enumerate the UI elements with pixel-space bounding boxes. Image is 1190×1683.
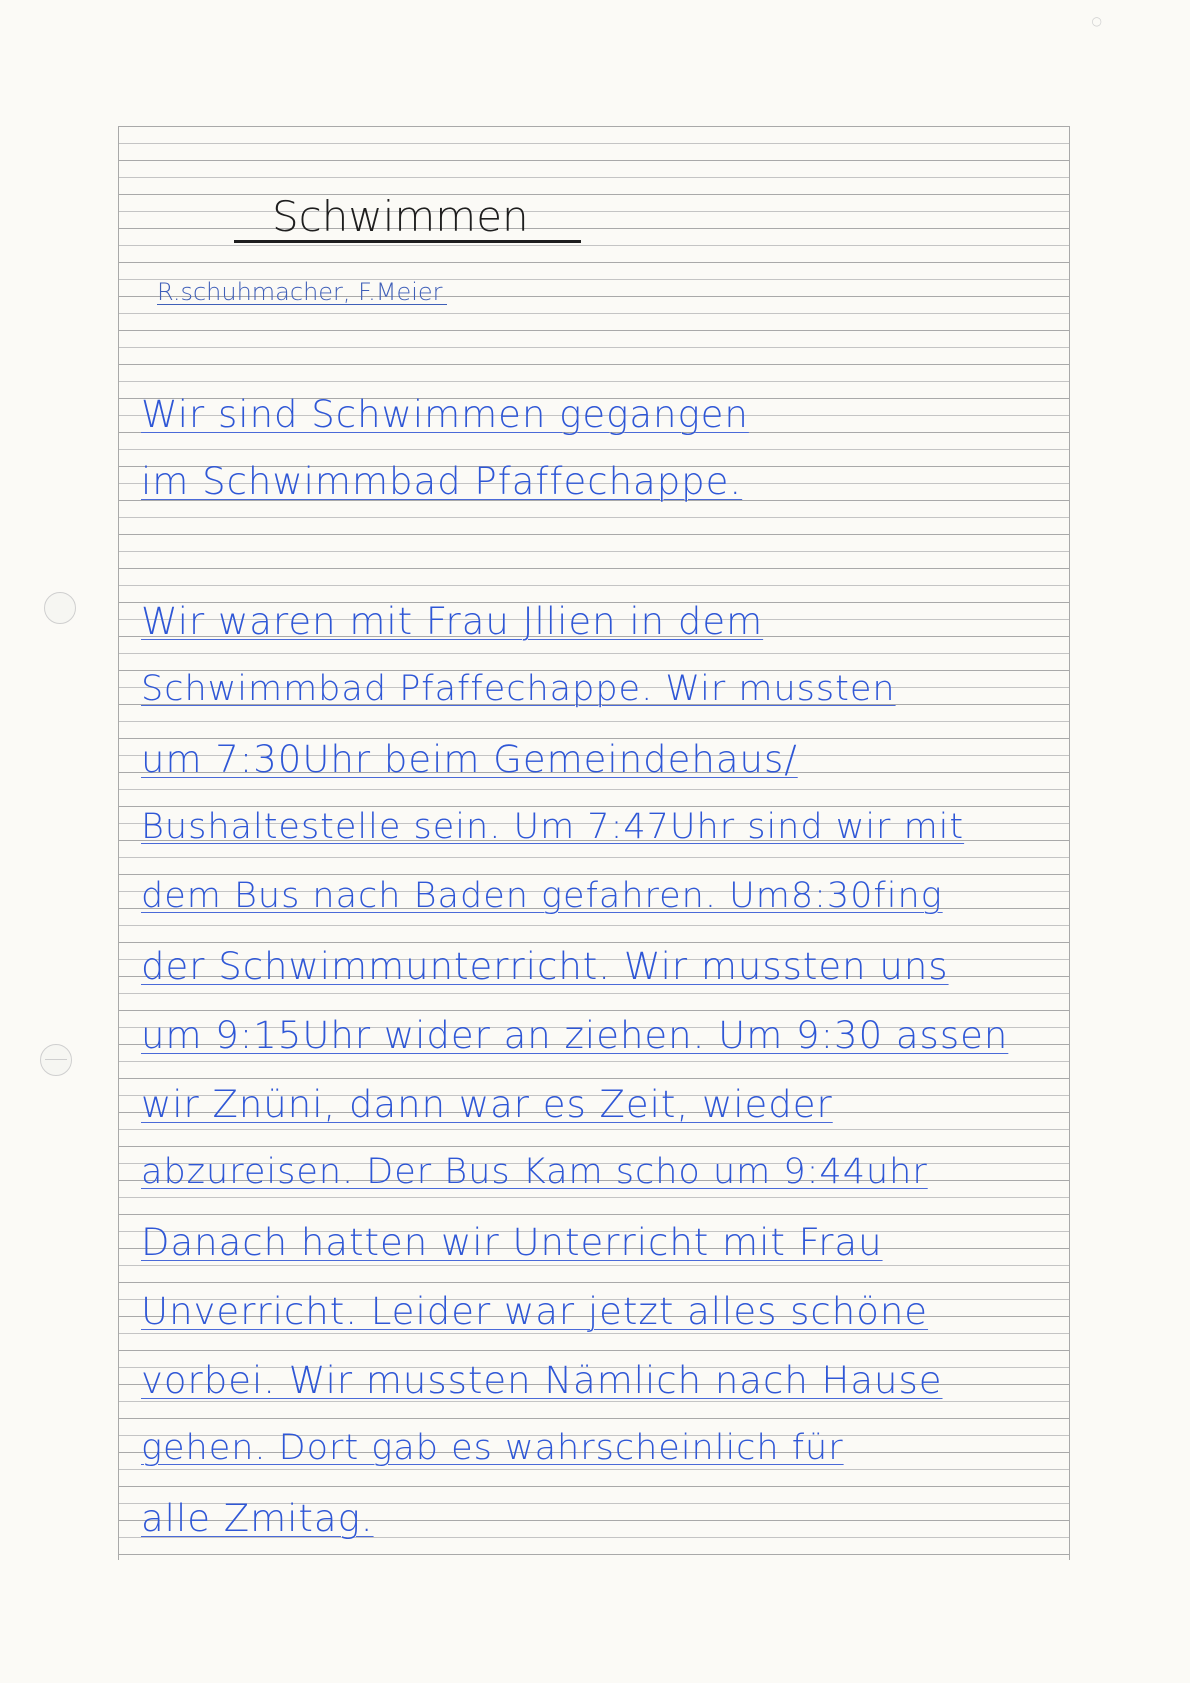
text-line: dem Bus nach Baden gefahren. Um8:30fing (141, 876, 943, 916)
text-line: Unverricht. Leider war jetzt alles schöne (141, 1290, 929, 1333)
text-line: gehen. Dort gab es wahrscheinlich für (141, 1428, 844, 1468)
text-line: Bushaltestelle sein. Um 7:47Uhr sind wir mit (141, 807, 965, 847)
text-line: Schwimmbad Pfaffechappe. Wir mussten (141, 669, 896, 709)
text-line: Wir sind Schwimmen gegangen (141, 393, 749, 436)
author-line: R.schuhmacher, F.Meier (157, 280, 447, 305)
text-line: der Schwimmunterricht. Wir mussten uns (141, 945, 949, 988)
punch-hole-top (44, 592, 76, 624)
text-line: Wir waren mit Frau Jllien in dem (141, 600, 764, 643)
text-line: um 9:15Uhr wider an ziehen. Um 9:30 assen (141, 1014, 1009, 1057)
text-line: um 7:30Uhr beim Gemeindehaus/ (141, 738, 798, 781)
corner-mark: ○ (1091, 14, 1102, 28)
text-line: im Schwimmbad Pfaffechappe. (141, 460, 743, 503)
page-title: Schwimmen (234, 196, 581, 243)
text-line: Danach hatten wir Unterricht mit Frau (141, 1221, 883, 1264)
text-line: wir Znüni, dann war es Zeit, wieder (141, 1083, 833, 1126)
text-line: alle Zmitag. (141, 1497, 374, 1540)
punch-hole-bottom (40, 1044, 72, 1076)
text-line: abzureisen. Der Bus Kam scho um 9:44uhr (141, 1152, 928, 1192)
ruled-sheet (118, 126, 1070, 1560)
text-line: vorbei. Wir mussten Nämlich nach Hause (141, 1359, 943, 1402)
